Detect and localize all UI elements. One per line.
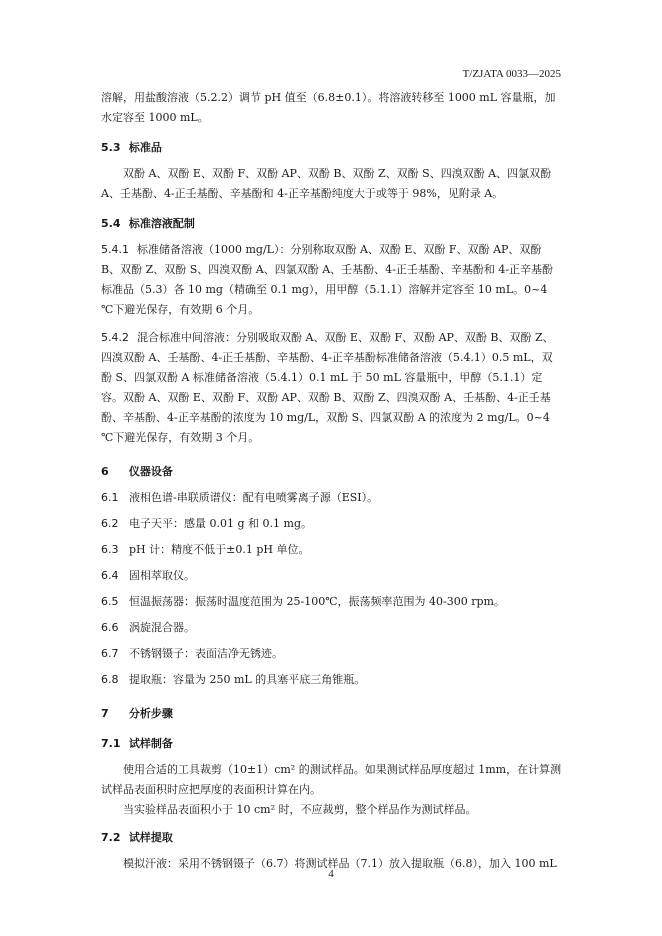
intro-paragraph: 溶解，用盐酸溶液（5.2.2）调节 pH 值至（6.8±0.1）。将溶液转移至 1000 mL 容量瓶，加水定容至 1000 mL。 bbox=[101, 91, 556, 124]
item-text: pH 计：精度不低于±0.1 pH 单位。 bbox=[129, 543, 310, 556]
section-5-3-heading bbox=[101, 138, 563, 158]
section-7-1-paragraph-1: 使用合适的工具裁剪（10±1）cm² 的测试样品。如果测试样品厚度超过 1mm，在计算测试样品表面积时应把厚度的表面积计算在内。 bbox=[101, 763, 562, 796]
item-text: 不锈钢镊子：表面洁净无锈迹。 bbox=[129, 647, 283, 660]
document-code: T/ZJATA 0033—2025 bbox=[462, 68, 561, 80]
section-number: 5.4 bbox=[101, 217, 121, 230]
clause-5-4-2 bbox=[101, 328, 563, 448]
equipment-list bbox=[101, 488, 563, 690]
item-number: 6.8 bbox=[101, 673, 119, 686]
item-text: 固相萃取仪。 bbox=[129, 569, 195, 582]
item-number: 6.2 bbox=[101, 517, 119, 530]
section-5-3-text: 双酚 A、双酚 E、双酚 F、双酚 AP、双酚 B、双酚 Z、双酚 S、四溴双酚 A、四氯双酚 A、壬基酚、4-正壬基酚、辛基酚和 4-正辛基酚纯度大于或等于 98%，见附录 A。 bbox=[101, 167, 552, 200]
item-text: 液相色谱-串联质谱仪：配有电喷雾离子源（ESI）。 bbox=[129, 491, 379, 504]
section-title: 标准溶液配制 bbox=[128, 217, 195, 230]
clause-text: 标准储备溶液（1000 mg/L）：分别称取双酚 A、双酚 E、双酚 F、双酚 AP、双酚 B、双酚 Z、双酚 S、四溴双酚 A、四氯双酚 A、壬基酚、4-正壬基酚、辛基酚和 4-正辛基酚标准品（5.3）各 10 mg（精确至 0.1 mg），用甲醇（5.1.1）溶解并定容至 10 mL。0~4 ℃下避光保存，有效期 6 个月。 bbox=[101, 243, 554, 316]
item-number: 6.3 bbox=[101, 543, 119, 556]
item-number: 6.5 bbox=[101, 595, 119, 608]
section-number: 6 bbox=[101, 465, 109, 478]
section-title: 标准品 bbox=[128, 141, 162, 154]
item-text: 提取瓶：容量为 250 mL 的具塞平底三角锥瓶。 bbox=[129, 673, 366, 686]
section-number: 5.3 bbox=[101, 141, 121, 154]
section-6-heading bbox=[101, 462, 563, 482]
section-number: 7.1 bbox=[101, 737, 121, 750]
item-number: 6.6 bbox=[101, 621, 119, 634]
list-item bbox=[101, 618, 563, 638]
section-7-1-heading bbox=[101, 734, 563, 754]
clause-text: 混合标准中间溶液：分别吸取双酚 A、双酚 E、双酚 F、双酚 AP、双酚 B、双酚 Z、四溴双酚 A、壬基酚、4-正壬基酚、辛基酚、4-正辛基酚标准储备溶液（5.4.1）0.5 mL，双酚 S、四氯双酚 A 标准储备溶液（5.4.1）0.1 mL 于 50 mL 容量瓶中，甲醇（5.1.1）定容。双酚 A、双酚 E、双酚 F、双酚 AP、双酚 B、双酚 Z、四溴双酚 A、壬基酚、4-正壬基酚、辛基酚、4-正辛基酚的浓度为 10 mg/L，双酚 S、四氯双酚 A 的浓度为 2 mg/L。0~4 ℃下避光保存，有效期 3 个月。 bbox=[101, 331, 554, 444]
section-5-4-heading bbox=[101, 214, 563, 234]
section-title: 试样提取 bbox=[128, 831, 173, 844]
document-body bbox=[101, 88, 563, 874]
item-text: 电子天平：感量 0.01 g 和 0.1 mg。 bbox=[129, 517, 312, 530]
section-7-2-heading bbox=[101, 828, 563, 848]
clause-number: 5.4.2 bbox=[101, 331, 129, 344]
section-number: 7 bbox=[101, 707, 109, 720]
section-number: 7.2 bbox=[101, 831, 121, 844]
clause-number: 5.4.1 bbox=[101, 243, 129, 256]
item-text: 涡旋混合器。 bbox=[129, 621, 195, 634]
clause-5-4-1 bbox=[101, 240, 563, 320]
item-text: 恒温振荡器：振荡时温度范围为 25-100℃，振荡频率范围为 40-300 rpm。 bbox=[129, 595, 505, 608]
list-item bbox=[101, 592, 563, 612]
item-number: 6.7 bbox=[101, 647, 119, 660]
item-number: 6.4 bbox=[101, 569, 119, 582]
list-item bbox=[101, 644, 563, 664]
item-number: 6.1 bbox=[101, 491, 119, 504]
page-number: 4 bbox=[328, 868, 334, 880]
list-item bbox=[101, 566, 563, 586]
list-item bbox=[101, 540, 563, 560]
list-item bbox=[101, 670, 563, 690]
list-item bbox=[101, 488, 563, 508]
section-7-1-paragraph-2: 当实验样品表面积小于 10 cm² 时，不应裁剪，整个样品作为测试样品。 bbox=[123, 803, 477, 816]
section-7-2-paragraph-1: 模拟汗液：采用不锈钢镊子（6.7）将测试样品（7.1）放入提取瓶（6.8），加入 100 mL bbox=[123, 857, 557, 870]
section-title: 分析步骤 bbox=[128, 707, 173, 720]
section-title: 试样制备 bbox=[128, 737, 173, 750]
section-title: 仪器设备 bbox=[128, 465, 173, 478]
list-item bbox=[101, 514, 563, 534]
section-7-heading bbox=[101, 704, 563, 724]
